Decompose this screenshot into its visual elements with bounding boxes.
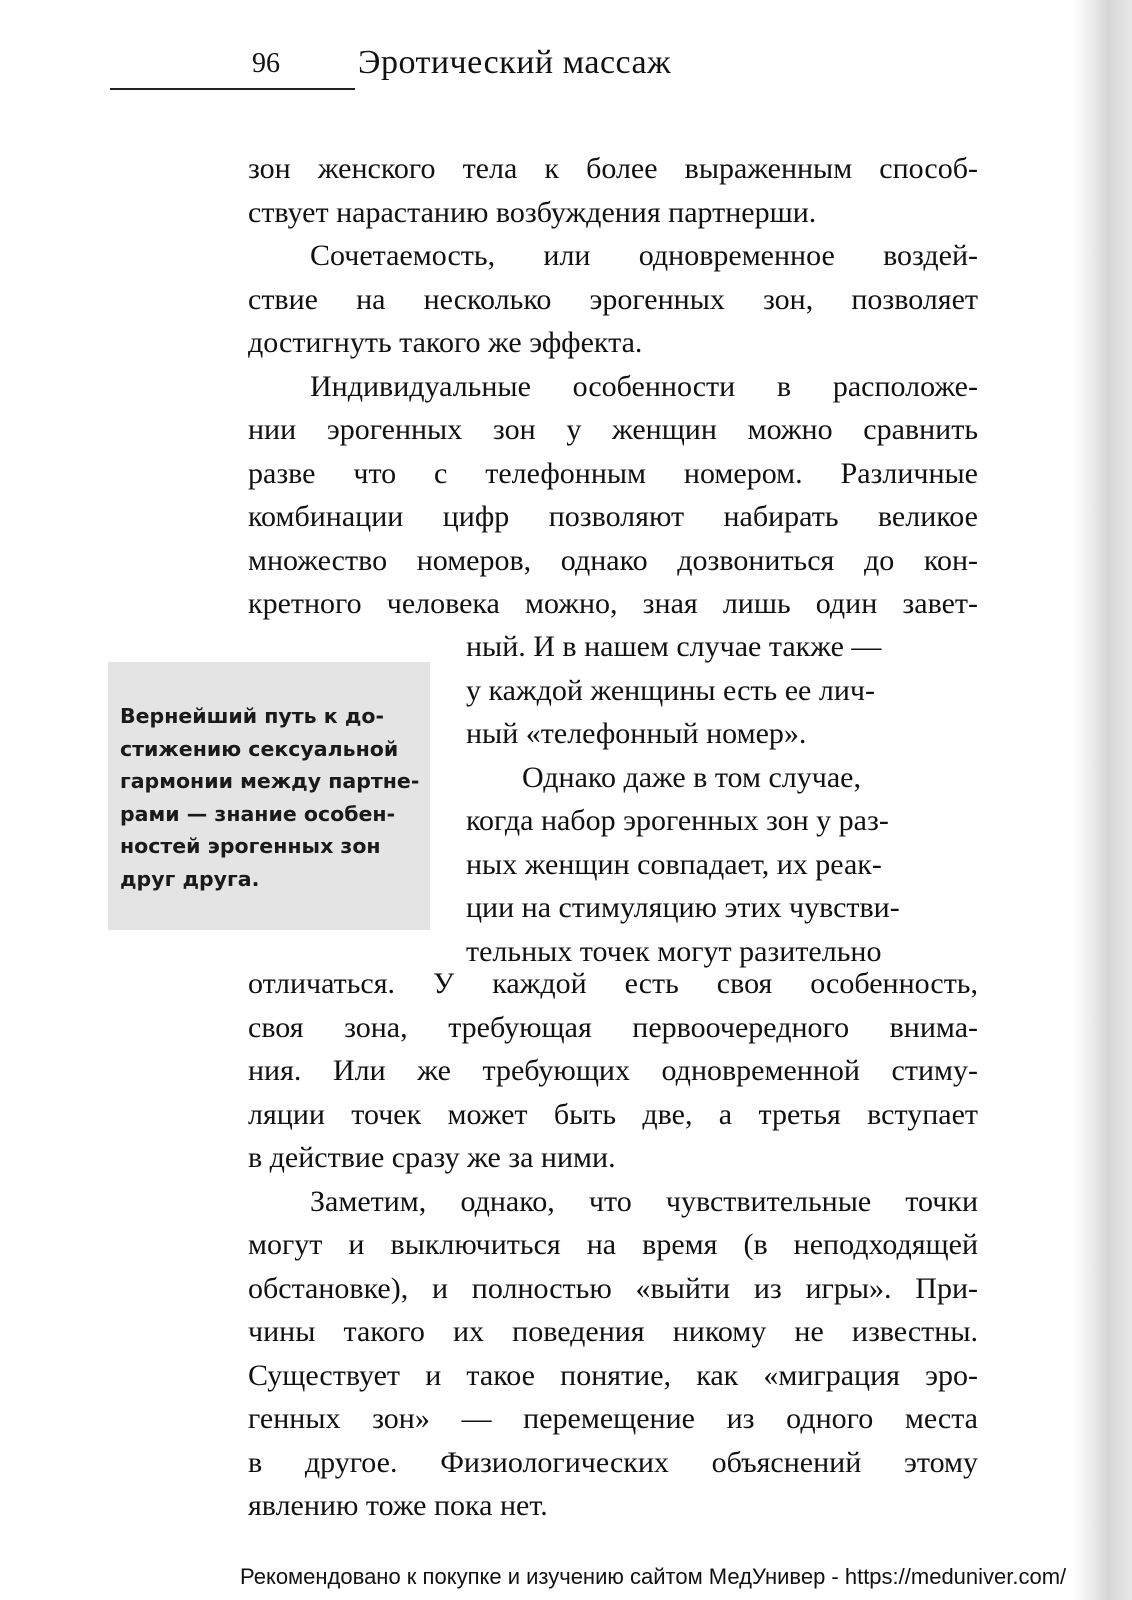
text-line: множество номеров, однако дозвониться до кон- <box>248 543 978 577</box>
page-edge-shadow <box>1072 0 1132 1600</box>
text-line: ный. И в нашем случае также — <box>466 630 882 663</box>
text-line: отличаться. У каждой есть своя особенность, <box>248 967 978 1000</box>
sidebar-line: Вернейший путь к до- <box>120 704 384 728</box>
text-line: зон женского тела к более выраженным способ- <box>248 152 978 185</box>
text-line: чины такого их поведения никому не известны. <box>248 1315 978 1348</box>
text-line: своя зона, требующая первоочередного внима- <box>248 1010 978 1044</box>
text-line: могут и выключиться на время (в неподходящей <box>248 1228 978 1261</box>
text-line: ных женщин совпадает, их реак- <box>466 847 882 881</box>
sidebar-note-text <box>120 700 420 895</box>
text-line: ния. Или же требующих одновременной стиму- <box>248 1054 978 1087</box>
running-title: Эротический массаж <box>358 44 672 81</box>
text-line: Однако даже в том случае, <box>522 760 861 794</box>
sidebar-line: рами — знание особен- <box>120 801 396 826</box>
sidebar-line: друг друга. <box>120 866 260 891</box>
text-line: тельных точек могут разительно <box>466 934 882 968</box>
text-block-top <box>248 147 978 626</box>
text-line: у каждой женщины есть ее лич- <box>466 673 875 707</box>
text-line: ный «телефонный номер». <box>466 717 807 750</box>
text-line: Существует и такое понятие, как «миграция эро- <box>248 1358 978 1392</box>
header-rule <box>110 88 355 90</box>
text-line: когда набор эрогенных зон у раз- <box>466 804 889 837</box>
sidebar-line: гармонии между партне- <box>120 769 420 793</box>
text-line: Заметим, однако, что чувствительные точки <box>310 1184 978 1218</box>
text-line: обстановке), и полностью «выйти из игры». При- <box>248 1271 978 1305</box>
page-number: 96 <box>252 48 280 79</box>
text-line: явлению тоже пока нет. <box>248 1489 548 1522</box>
text-line: Сочетаемость, или одновременное воздей- <box>310 239 978 272</box>
text-line: Индивидуальные особенности в расположе- <box>310 369 978 403</box>
text-line: генных зон» — перемещение из одного места <box>248 1402 978 1435</box>
text-block-bottom <box>248 962 978 1528</box>
text-line: комбинации цифр позволяют набирать великое <box>248 500 978 533</box>
sidebar-line: ностей эрогенных зон <box>120 834 381 858</box>
text-line: достигнуть такого же эффекта. <box>248 326 643 359</box>
running-header <box>110 44 730 94</box>
text-line: разве что с телефонным номером. Различные <box>248 456 978 490</box>
sidebar-line: стижению сексуальной <box>120 736 399 761</box>
text-line: кретного человека можно, зная лишь один завет- <box>248 587 978 620</box>
sidebar-note <box>108 662 430 930</box>
text-line: ствует нарастанию возбуждения партнерши. <box>248 195 817 229</box>
text-line: ции на стимуляцию этих чувстви- <box>466 891 900 924</box>
text-line: ствие на несколько эрогенных зон, позволяет <box>248 282 978 316</box>
text-line: ляции точек может быть две, а третья вступает <box>248 1097 978 1131</box>
text-line: нии эрогенных зон у женщин можно сравнить <box>248 413 978 446</box>
footer-recommendation: Рекомендовано к покупке и изучению сайтом МедУнивер - https://meduniver.com/ <box>240 1564 1067 1589</box>
text-line: в действие сразу же за ними. <box>248 1141 616 1174</box>
text-line: в другое. Физиологических объяснений этому <box>248 1445 978 1479</box>
